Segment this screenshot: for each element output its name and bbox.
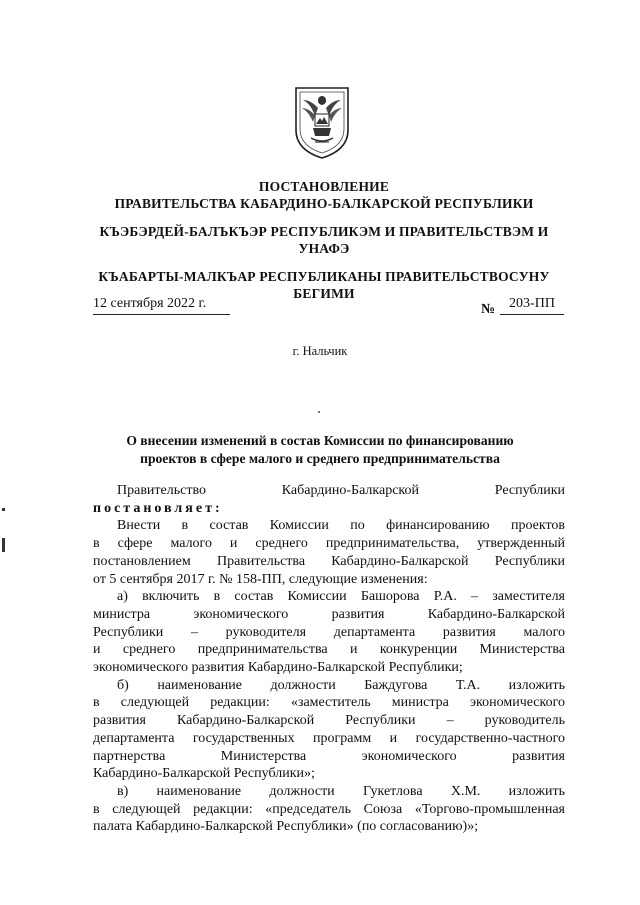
body-line: от 5 сентября 2017 г. № 158-ПП, следующие изменения: [93, 571, 428, 587]
body-line: Кабардино-Балкарской Республики»; [93, 766, 315, 782]
resolution-header-ru [80, 178, 568, 212]
body-line: в сфере малого и среднего предпринимательства, утвержденный [93, 536, 565, 552]
title-line-2: проектов в сфере малого и среднего предпринимательства [140, 451, 500, 466]
body-line: в) наименование должности Гукетлова Х.М. изложить [117, 783, 565, 799]
body-line: департамента государственных программ и государственно-частного [93, 730, 565, 746]
body-line: Внести в состав Комиссии по финансированию проектов [117, 518, 565, 534]
body-line-decree-word: постановляет: [93, 500, 223, 516]
body-line: и среднего предпринимательства и конкуренции Министерства [93, 642, 565, 658]
coat-of-arms-emblem [291, 82, 353, 160]
body-line: б) наименование должности Баждугова Т.А. изложить [117, 677, 565, 693]
body-line: Правительство Кабардино-Балкарской Республики [117, 483, 565, 498]
scan-speck [318, 411, 320, 413]
body-line: экономического развития Кабардино-Балкарской Республики; [93, 660, 463, 676]
scan-margin-mark [2, 508, 5, 511]
body-line: постановлением Правительства Кабардино-Балкарской Республики [93, 553, 565, 569]
body-line: партнерства Министерства экономического развития [93, 748, 565, 764]
doc-type: ПОСТАНОВЛЕНИЕ [258, 179, 390, 194]
body-line: в следующей редакции: «заместитель министра экономического [93, 695, 565, 711]
body-line: Республики – руководителя департамента развития малого [93, 624, 565, 640]
scan-margin-mark [2, 538, 5, 552]
title-line-1: О внесении изменений в состав Комиссии по финансированию [126, 433, 514, 448]
resolution-title [100, 432, 540, 468]
body-line: министра экономического развития Кабардино-Балкарской [93, 606, 565, 622]
resolution-date: 12 сентября 2022 г. [93, 296, 230, 315]
body-line: а) включить в состав Комиссии Башорова Р.А. – заместителя [117, 589, 565, 605]
resolution-header-kbd [80, 223, 568, 257]
header-krc-line1: КЪАБАРТЫ-МАЛКЪАР РЕСПУБЛИКАНЫ ПРАВИТЕЛЬСТВОСУНУ [98, 269, 550, 284]
header-kbd-line2: УНАФЭ [298, 241, 350, 256]
resolution-body [93, 482, 565, 836]
resolution-number: 203-ПП [500, 296, 564, 315]
government-name-ru: ПРАВИТЕЛЬСТВА КАБАРДИНО-БАЛКАРСКОЙ РЕСПУБЛИКИ [114, 196, 534, 211]
header-kbd-line1: КЪЭБЭРДЕЙ-БАЛЪКЪЭР РЕСПУБЛИКЭМ И ПРАВИТЕЛЬСТВЭМ И [99, 224, 549, 239]
city-name: г. Нальчик [292, 344, 348, 358]
body-line: развития Кабардино-Балкарской Республики – руководитель [93, 713, 565, 729]
body-line: палата Кабардино-Балкарской Республики» (по согласованию)»; [93, 819, 479, 835]
body-line: в следующей редакции: «председатель Союза «Торгово-промышленная [93, 801, 565, 817]
number-label: № [481, 302, 496, 317]
header-krc-line2: БЕГИМИ [293, 286, 355, 301]
